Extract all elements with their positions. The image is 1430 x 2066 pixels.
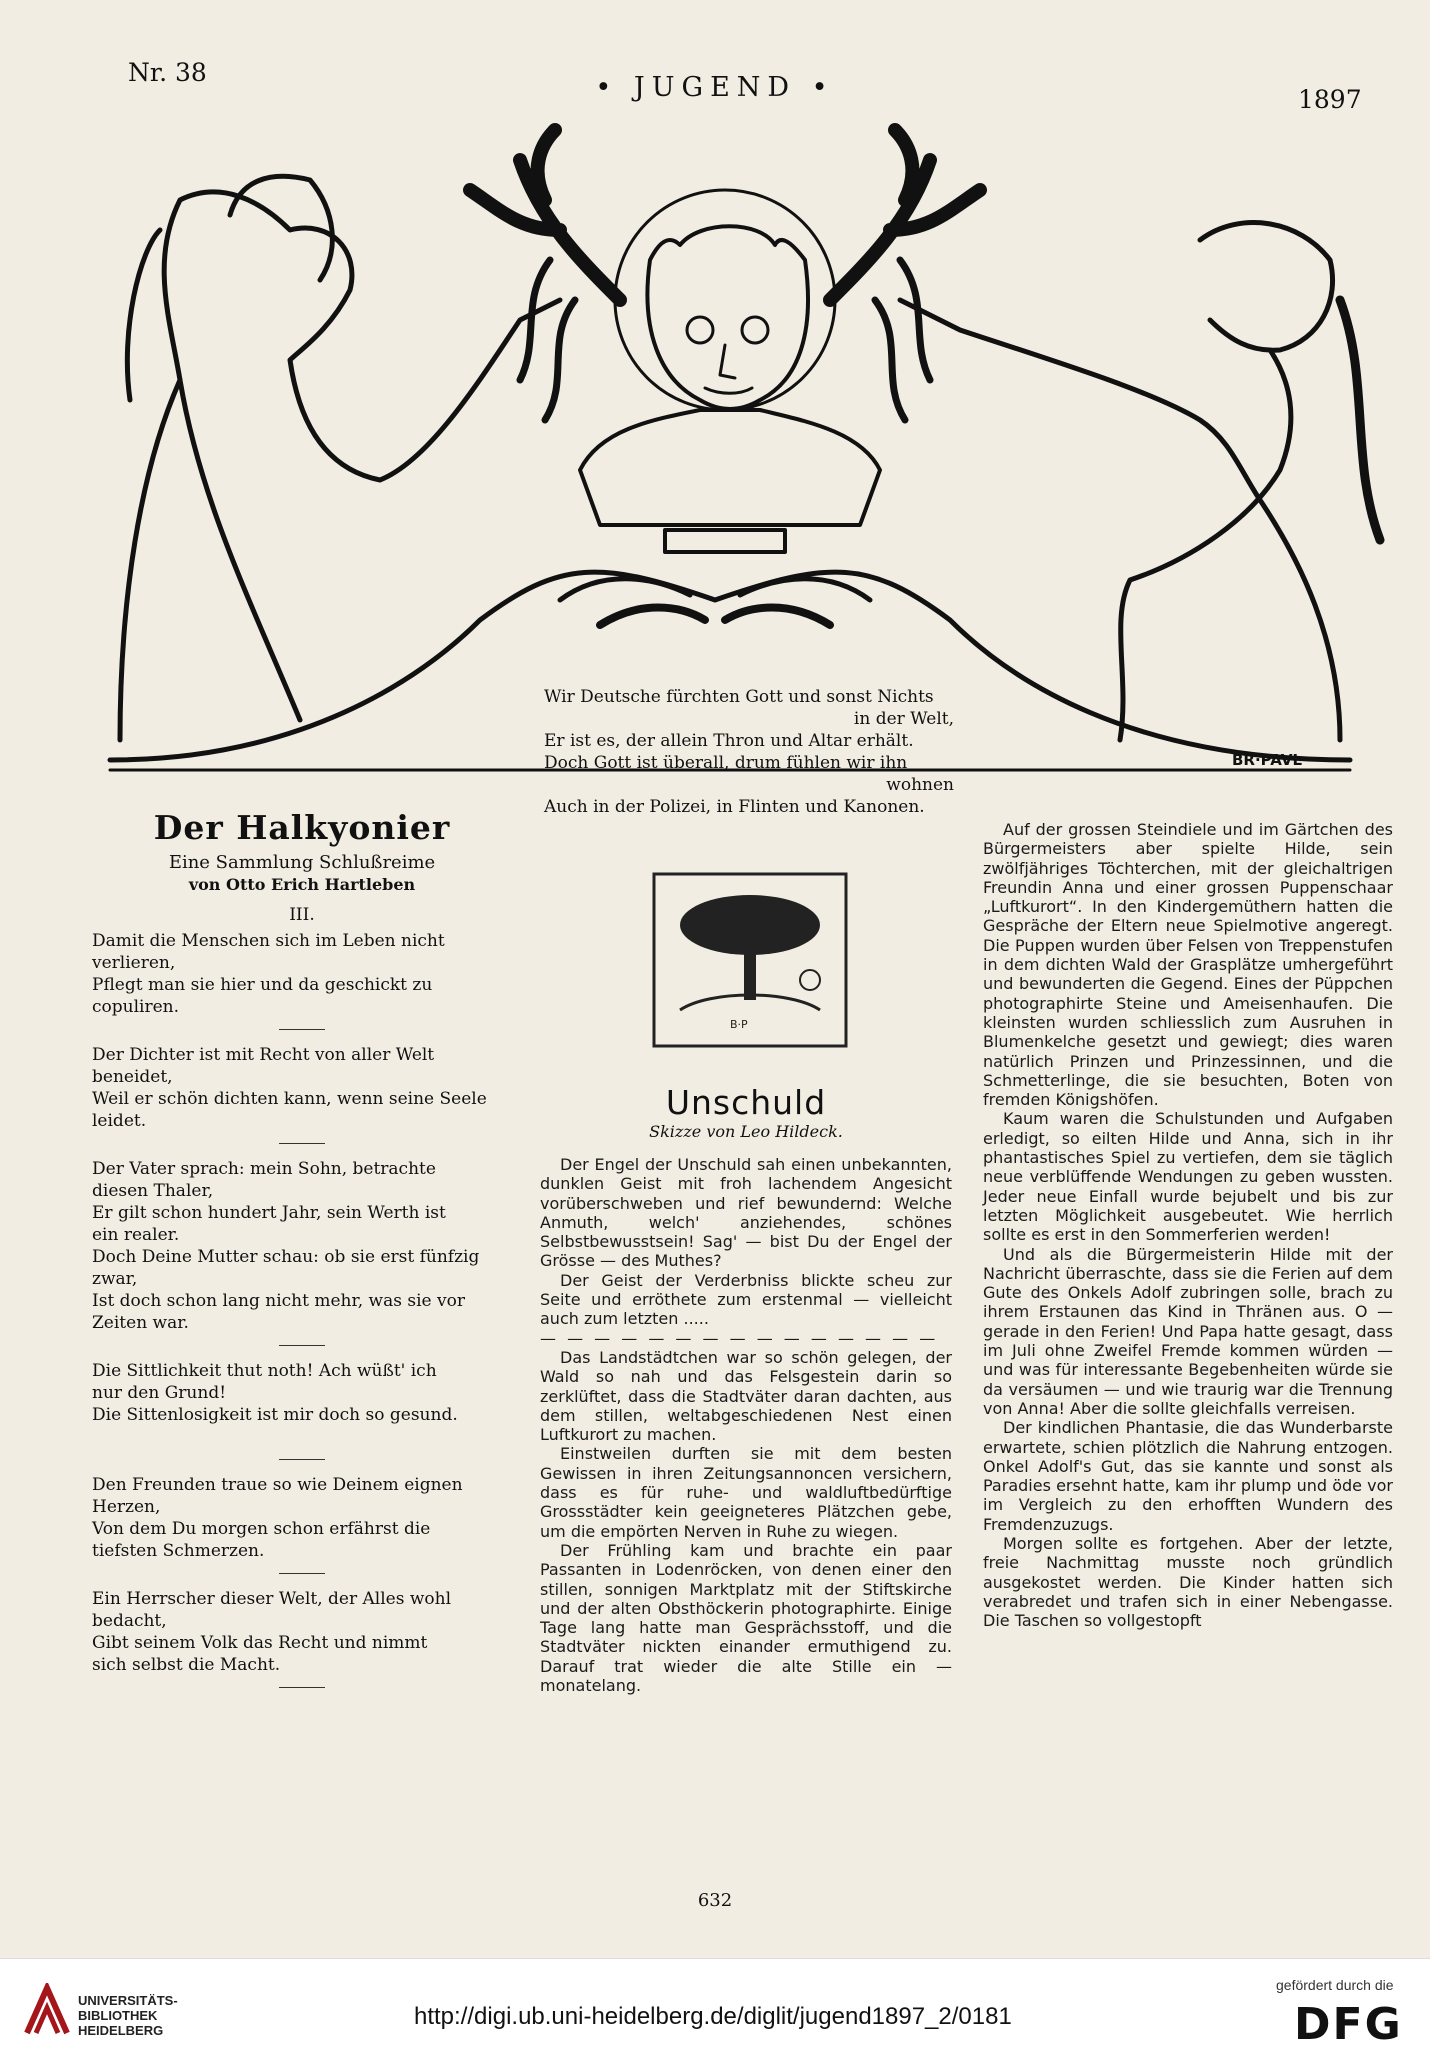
vignette-tree <box>650 870 850 1050</box>
source-url-link[interactable]: http://digi.ub.uni-heidelberg.de/diglit/jugend1897_2/0181 <box>414 2003 1012 2030</box>
poem-line: Von dem Du morgen schon erfährst die <box>92 1519 431 1539</box>
story-column-right <box>983 820 1393 1630</box>
story-column-middle <box>540 1083 952 1695</box>
story-paragraph: Der kindlichen Phantasie, die das Wunderbarste erwartete, schien plötzlich die Nahrung entzogen. Onkel Adolf's Gut, das sie kannte und sonst als Paradies ersehnt hatte, kam ihr plump und öde vor im Vergleich zu den erhofften Wundern des Fremdenzuzugs. <box>983 1418 1393 1534</box>
poem-part: III. <box>289 905 315 925</box>
motto-verse <box>538 686 958 818</box>
poem-line: Den Freunden traue so wie Deinem eignen <box>92 1475 463 1495</box>
poem-line-continuation: leidet. <box>92 1111 147 1131</box>
poem-line-continuation: sich selbst die Macht. <box>92 1655 281 1675</box>
story-paragraph: Der Frühling kam und brachte ein paar Passanten in Lodenröcken, von denen einer den stillen, sonnigen Marktplatz mit der Stiftskirche und der alten Obsthöckerin photographirte. Einige Tage lang hatte man Gesprächsstoff, und die Stadtväter nickten einander ermuthigend zu. Darauf trat wieder die alte Stille ein — monatelang. <box>540 1540 952 1696</box>
poem-author: von Otto Erich Hartleben <box>188 875 416 894</box>
story-paragraph: Das Landstädtchen war so schön gelegen, der Wald so nah und das Felsgestein darin so zerklüftet, dass die Stadtväter daran dachten, aus dem stillen, weltabgeschiedenen Nest einen Luftkurort zu machen. <box>540 1347 952 1445</box>
page-number: 632 <box>697 1890 733 1911</box>
magazine-title: • JUGEND • <box>595 72 835 103</box>
poem-line-continuation: diesen Thaler, <box>92 1181 214 1201</box>
poem-line-continuation: tiefsten Schmerzen. <box>92 1541 265 1561</box>
issue-year: 1897 <box>1298 85 1362 114</box>
stanza-separator <box>92 1562 512 1588</box>
story-paragraph: Kaum waren die Schulstunden und Aufgaben erledigt, so eilten Hilde und Anna, sich in ihr phantastisches Spiel zu vertiefen, dem sie täglich neue verblüffende Wendungen zu geben wussten. Jeder neue Einfall wurde bejubelt und bis zur letzten Möglichkeit ausgebeutet. Wie herrlich sollte es erst in den Sommerferien werden! <box>983 1109 1393 1245</box>
story-byline: Skizze von Leo Hildeck. <box>649 1122 843 1141</box>
artist-signature: BR·PAVL· <box>1232 751 1308 769</box>
poem-line: Pflegt man sie hier und da geschickt zu <box>92 975 433 995</box>
poem-line-continuation: verlieren, <box>92 953 176 973</box>
poem-line-continuation: bedacht, <box>92 1611 167 1631</box>
poem-line-continuation <box>92 1426 512 1448</box>
poem-line: Er gilt schon hundert Jahr, sein Werth ist <box>92 1203 446 1223</box>
story-dashes: — — — — — — — — — — — — — — — <box>540 1328 939 1348</box>
stanza-separator <box>92 1448 512 1474</box>
poem-line-continuation: Herzen, <box>92 1497 161 1517</box>
poem-line-continuation: ein realer. <box>92 1225 180 1245</box>
stanza-separator <box>92 1676 512 1702</box>
poem-line: Ein Herrscher dieser Welt, der Alles wohl <box>92 1589 452 1609</box>
sponsor-caption: gefördert durch die <box>1276 1977 1394 1993</box>
library-name: UNIVERSITÄTS- BIBLIOTHEK HEIDELBERG <box>78 1993 178 2038</box>
poem-line: Die Sittlichkeit thut noth! Ach wüßt' ich <box>92 1361 437 1381</box>
story-paragraph: Einstweilen durften sie mit dem besten Gewissen in ihren Zeitungsannoncen versichern, dass es für ruhe- und waldluftbedürftige Grossstädter kein geeigneteres Plätzchen gebe, um die empörten Nerven in Ruhe zu wiegen. <box>540 1444 952 1541</box>
story-paragraph: Und als die Bürgermeisterin Hilde mit der Nachricht überraschte, dass sie die Ferien auf dem Gute des Onkels Adolf zubringen solle, brach zu ihrem Erstaunen das Kind in Thränen aus. O — gerade in den Ferien! Und Papa hatte gesagt, dass im Juli ohne Zweifel Fremde kommen würden — und was für interessante Begebenheiten würde sie da versäumen — und wie traurig war die Trennung von Anna! Aber die sollte gleichfalls verreisen. <box>983 1244 1393 1418</box>
poem-subtitle: Eine Sammlung Schlußreime <box>168 852 436 873</box>
story-body-middle <box>540 1155 952 1695</box>
story-paragraph: Der Engel der Unschuld sah einen unbekannten, dunklen Geist mit froh lachendem Angesicht vorüberschweben und rief bewundernd: Welche Anmuth, welch' anziehendes, schönes Selbstbewusstsein! Sag' — bist Du der Engel der Grösse — des Muthes? <box>540 1155 952 1271</box>
poem-line: Doch Deine Mutter schau: ob sie erst fünfzig <box>92 1247 480 1267</box>
story-paragraph: Auf der grossen Steindiele und im Gärtchen des Bürgermeisters aber spielte Hilde, sein zwölfjähriges Töchterchen, mit der gleichaltrigen Freundin Anna und einer grossen Puppenschaar „Luftkurort“. In den Kindergemüthern hatten die Gespräche der Eltern neue Spielmotive angeregt. Die Puppen wurden über Felsen von Treppenstufen in dem dichten Wald der Grasplätze umhergeführt und bewunderten die Gegend. Eines der Püppchen photographirte Steine und Ameisenhaufen. Die kleinsten wurden schliesslich zum Ausruhen in Blumenkelche gesetzt und gewiegt; dies waren natürlich Prinzen und Prinzessinnen, und die Schmetterlinge, die sie besuchten, Boten von fremden Königshöfen. <box>983 820 1393 1110</box>
stanza-separator <box>92 1018 512 1044</box>
poem-line-continuation: zwar, <box>92 1269 138 1289</box>
footer-bar <box>0 1958 1430 2066</box>
poem-line: Damit die Menschen sich im Leben nicht <box>92 931 445 951</box>
poem-line-continuation: copuliren. <box>92 997 180 1017</box>
poem-line-continuation: Zeiten war. <box>92 1313 189 1333</box>
dfg-logo: DFG <box>1294 1999 1403 2050</box>
poem-line: Gibt seinem Volk das Recht und nimmt <box>92 1633 428 1653</box>
poem-column <box>92 808 512 1702</box>
poem-line: Der Dichter ist mit Recht von aller Welt <box>92 1045 435 1065</box>
story-paragraph: Morgen sollte es fortgehen. Aber der letzte, freie Nachmittag musste noch gründlich ausgekostet werden. Die Kinder hatten sich verabredet und trafen sich in einer Nebengasse. Die Taschen so vollgestopft <box>983 1533 1393 1631</box>
vignette-monogram: B·P <box>730 1018 748 1031</box>
header-illustration <box>0 0 1430 800</box>
motto-line: Wir Deutsche fürchten Gott und sonst Nichts in der Welt, Er ist es, der allein Thron und Altar erhält. Doch Gott ist überall, drum fühlen wir ihn wohnen Auch in der Polizei, in Flinten und Kanonen. <box>544 687 954 817</box>
story-title: Unschuld <box>665 1083 827 1122</box>
poem-stanzas <box>92 930 512 1702</box>
poem-line: Der Vater sprach: mein Sohn, betrachte <box>92 1159 436 1179</box>
university-logo-icon <box>22 1983 72 2041</box>
poem-line-continuation: beneidet, <box>92 1067 173 1087</box>
issue-number: Nr. 38 <box>128 58 207 87</box>
stanza-separator <box>92 1132 512 1158</box>
poem-line-continuation: nur den Grund! <box>92 1383 227 1403</box>
poem-line: Die Sittenlosigkeit ist mir doch so gesund. <box>92 1405 458 1425</box>
poem-line: Ist doch schon lang nicht mehr, was sie vor <box>92 1291 465 1311</box>
poem-line: Weil er schön dichten kann, wenn seine Seele <box>92 1089 487 1109</box>
story-paragraph: Der Geist der Verderbniss blickte scheu zur Seite und erröthete zum erstenmal — vielleicht auch zum letzten ..... <box>540 1270 952 1329</box>
stanza-separator <box>92 1334 512 1360</box>
poem-title: Der Halkyonier <box>153 808 451 847</box>
